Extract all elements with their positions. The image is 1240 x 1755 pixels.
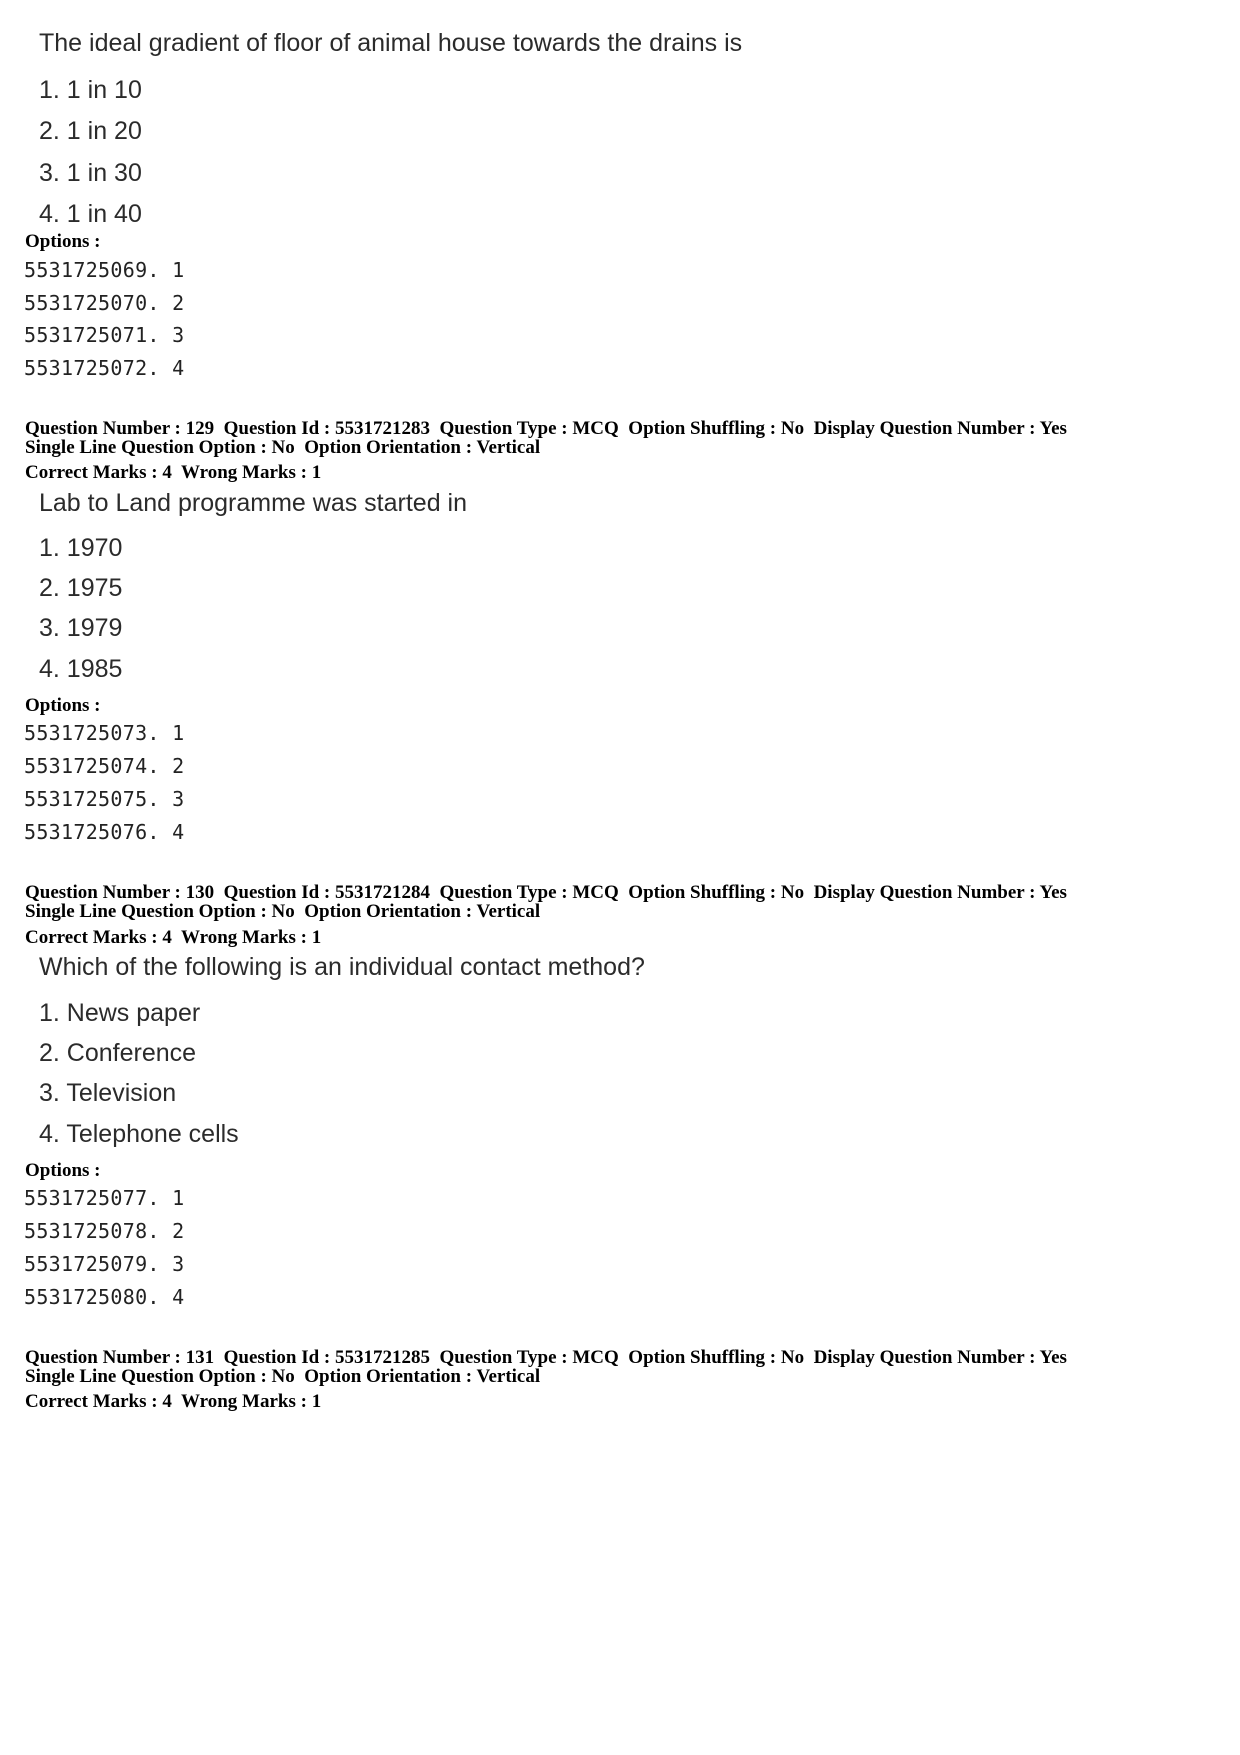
- option-id: 5531725074. 2: [24, 754, 185, 778]
- option-id: 5531725075. 3: [24, 787, 185, 811]
- option-id: 5531725073. 1: [24, 721, 185, 745]
- question-meta-line: Question Number : 129 Question Id : 5531721283 Question Type : MCQ Option Shuffling : No Display Question Number : Yes: [25, 418, 1067, 439]
- question-text: Which of the following is an individual contact method?: [39, 953, 645, 981]
- choice-item: 1. 1970: [39, 534, 123, 562]
- question-meta-line: Single Line Question Option : No Option Orientation : Vertical: [25, 901, 541, 922]
- choice-item: 4. Telephone cells: [39, 1120, 239, 1148]
- option-id: 5531725080. 4: [24, 1285, 185, 1309]
- options-label: Options :: [25, 1160, 101, 1181]
- question-meta-line: Single Line Question Option : No Option Orientation : Vertical: [25, 437, 541, 458]
- options-label: Options :: [25, 231, 101, 252]
- question-text: The ideal gradient of floor of animal house towards the drains is: [39, 29, 743, 57]
- options-label: Options :: [25, 695, 101, 716]
- option-id: 5531725076. 4: [24, 820, 185, 844]
- question-meta-line: Single Line Question Option : No Option Orientation : Vertical: [25, 1366, 541, 1387]
- question-marks: Correct Marks : 4 Wrong Marks : 1: [25, 462, 322, 483]
- choice-item: 3. Television: [39, 1079, 177, 1107]
- choice-item: 3. 1979: [39, 614, 123, 642]
- choice-item: 2. Conference: [39, 1039, 197, 1067]
- option-id: 5531725071. 3: [24, 323, 185, 347]
- choice-item: 4. 1 in 40: [39, 200, 142, 228]
- question-marks: Correct Marks : 4 Wrong Marks : 1: [25, 927, 322, 948]
- choice-item: 1. 1 in 10: [39, 76, 142, 104]
- option-id: 5531725077. 1: [24, 1186, 185, 1210]
- choice-item: 4. 1985: [39, 655, 123, 683]
- question-meta-line: Question Number : 130 Question Id : 5531721284 Question Type : MCQ Option Shuffling : No Display Question Number : Yes: [25, 882, 1067, 903]
- option-id: 5531725070. 2: [24, 291, 185, 315]
- choice-item: 2. 1975: [39, 574, 123, 602]
- option-id: 5531725079. 3: [24, 1252, 185, 1276]
- option-id: 5531725069. 1: [24, 258, 185, 282]
- choice-item: 3. 1 in 30: [39, 159, 142, 187]
- option-id: 5531725072. 4: [24, 356, 185, 380]
- question-text: Lab to Land programme was started in: [39, 489, 468, 517]
- choice-item: 1. News paper: [39, 999, 201, 1027]
- question-marks: Correct Marks : 4 Wrong Marks : 1: [25, 1391, 322, 1412]
- option-id: 5531725078. 2: [24, 1219, 185, 1243]
- choice-item: 2. 1 in 20: [39, 117, 142, 145]
- question-meta-line: Question Number : 131 Question Id : 5531721285 Question Type : MCQ Option Shuffling : No Display Question Number : Yes: [25, 1347, 1067, 1368]
